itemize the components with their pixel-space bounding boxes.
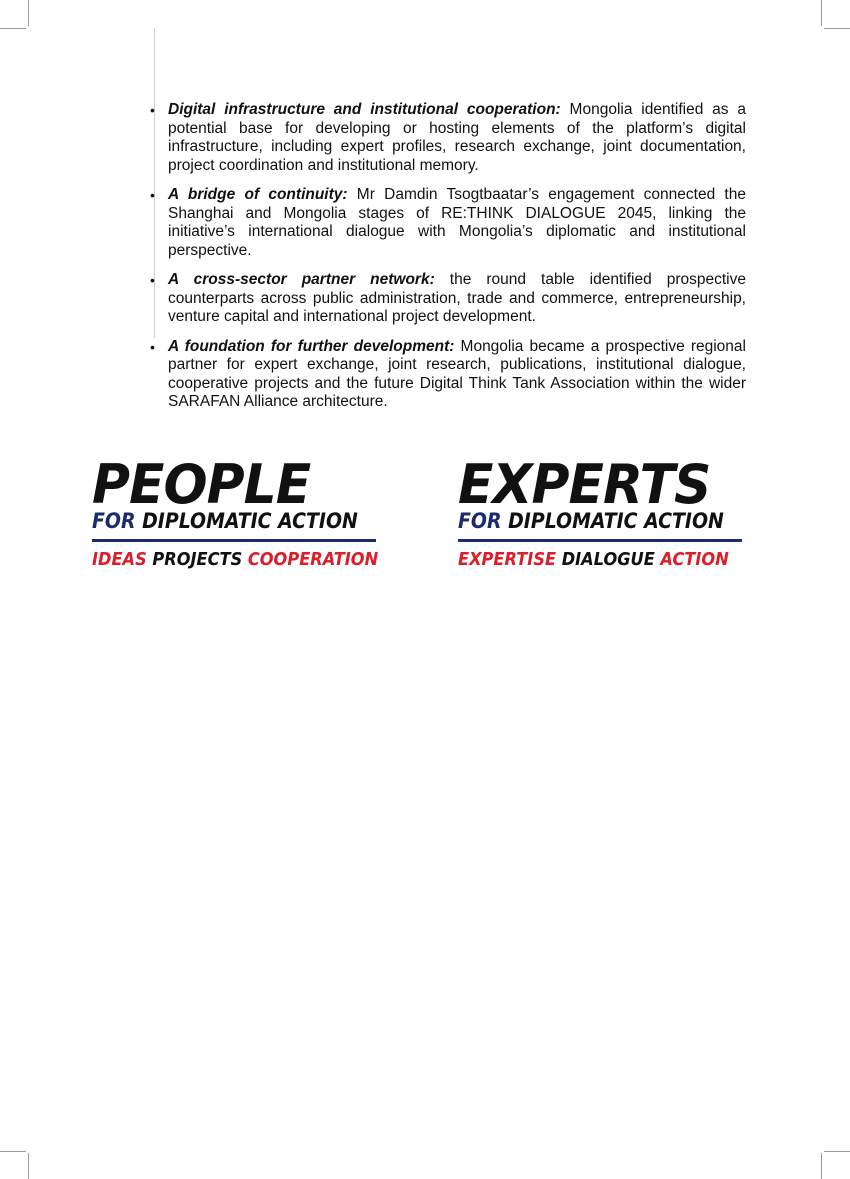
bullet-lead: A bridge of continuity: [168, 186, 348, 203]
logo-subtitle [458, 509, 728, 533]
list-item [150, 101, 746, 175]
logo-subtitle-text: DIPLOMATIC ACTION [501, 509, 724, 533]
logo-subtitle [92, 509, 362, 533]
bullet-lead: Digital infrastructure and institutional cooperation: [168, 101, 561, 118]
bullet-lead: A cross-sector partner network: [168, 271, 435, 288]
crop-mark [0, 1151, 26, 1152]
logo-subtitle-text: DIPLOMATIC ACTION [135, 509, 358, 533]
tagline-word: IDEAS [92, 549, 147, 570]
people-logo [92, 455, 392, 571]
list-item [150, 271, 746, 327]
logo-tagline [458, 549, 728, 571]
crop-mark [821, 0, 822, 26]
bullet-text: Mongolia identified as a potential base for developing or hosting elements of the platform’s digital infrastructure, including expert profiles, research exchange, joint documentation, project coordination and institutional memory. [168, 101, 746, 174]
bullet-text: the round table identified prospective counterparts across public administration, trade and commerce, entrepreneurship, venture capital and international project development. [168, 271, 746, 325]
logo-for: FOR [92, 509, 136, 533]
tagline-word: COOPERATION [247, 549, 379, 570]
logo-tagline [92, 549, 379, 571]
crop-mark [824, 1151, 850, 1152]
crop-mark [824, 28, 850, 29]
logo-title: EXPERTS [458, 453, 711, 516]
tagline-word: ACTION [660, 549, 729, 570]
bullet-list [150, 101, 746, 423]
bullet-text: Mongolia became a prospective regional partner for expert exchange, joint research, publications, institutional dialogue, cooperative projects and the future Digital Think Tank Association within the wider SARAFAN Alliance architecture. [168, 337, 746, 410]
tagline-word: PROJECTS [152, 549, 243, 570]
bullet-icon: • [150, 187, 155, 203]
crop-mark [28, 1153, 29, 1179]
list-item [150, 186, 746, 260]
logo-for: FOR [458, 509, 502, 533]
logo-title: PEOPLE [92, 453, 311, 516]
crop-mark [0, 28, 26, 29]
tagline-word: DIALOGUE [561, 549, 655, 570]
experts-logo [458, 455, 758, 571]
bullet-icon: • [150, 272, 155, 288]
bullet-lead: A foundation for further development: [168, 337, 455, 355]
list-item [150, 338, 746, 412]
logo-divider [458, 539, 742, 542]
tagline-word: EXPERTISE [458, 549, 557, 570]
crop-mark [821, 1153, 822, 1179]
bullet-icon: • [150, 338, 155, 355]
logo-divider [92, 539, 376, 542]
crop-mark [28, 0, 29, 26]
bullet-icon: • [150, 102, 155, 118]
bullet-text: Mr Damdin Tsogtbaatar’s engagement connected the Shanghai and Mongolia stages of RE:THINK DIALOGUE 2045, linking the initiative’s international dialogue with Mongolia’s diplomatic and institutional perspective. [168, 186, 746, 259]
